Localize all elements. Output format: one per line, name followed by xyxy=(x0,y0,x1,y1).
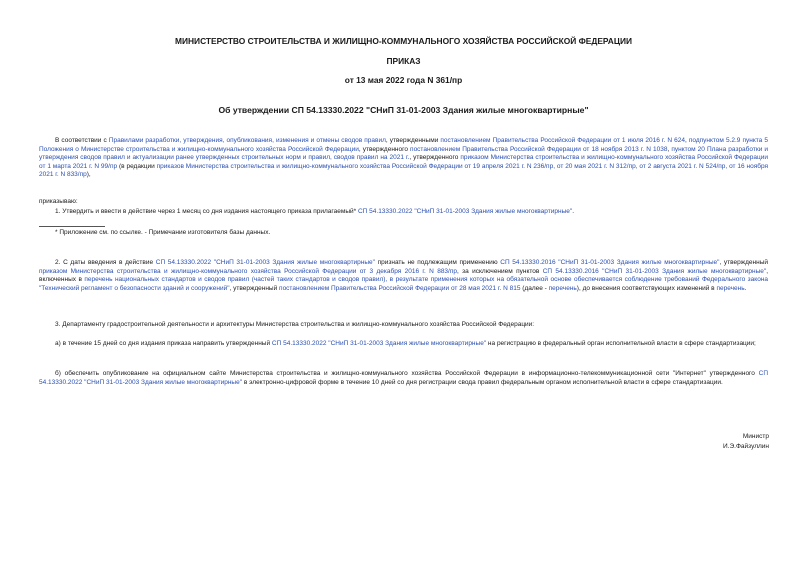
item-3a-text: на регистрацию в федеральный орган исполнительной власти в сфере стандартизации; xyxy=(486,340,756,347)
link-resolution-1038[interactable]: постановлением Правительства Российской Федерации от 18 ноября 2013 г. N 1038 xyxy=(410,145,668,153)
ministry-heading: МИНИСТЕРСТВО СТРОИТЕЛЬСТВА И ЖИЛИЩНО-КОММУНАЛЬНОГО ХОЗЯЙСТВА РОССИЙСКОЙ ФЕДЕРАЦИИ xyxy=(175,36,632,46)
preamble-text: , утвержденными xyxy=(385,137,441,144)
item-3a-text: а) в течение 15 дней со дня издания приказа направить утвержденный xyxy=(55,340,272,347)
preamble-text: , xyxy=(684,137,689,144)
item-3-paragraph: 3. Департаменту градостроительной деятельности и архитектуры Министерства строительства и жилищно-коммунального хозяйства Российской Федерации: xyxy=(55,321,535,328)
item-2-text: ), до внесения соответствующих изменений в xyxy=(576,284,717,292)
link-sp-2016-points[interactable]: СП 54.13330.2016 "СНиП 31-01-2003 Здания жилые многоквартирные" xyxy=(542,267,767,275)
link-order-99[interactable]: приказом Министерства строительства и жилищно-коммунального хозяйства Российской Федерации от 1 марта 2021 г. N 99/пр xyxy=(39,154,768,170)
link-regulation-5-2-9[interactable]: подпунктом 5.2.9 пункта 5 Положения о Министерстве строительства и жилищно-коммунального хозяйства Российской Федерации xyxy=(39,137,768,153)
preamble-paragraph xyxy=(39,137,768,180)
link-sp-2022[interactable]: СП 54.13330.2022 "СНиП 31-01-2003 Здания жилые многоквартирные" xyxy=(271,340,487,347)
link-point-20[interactable]: пунктом 20 xyxy=(671,145,705,153)
link-sp-2016[interactable]: СП 54.13330.2016 "СНиП 31-01-2003 Здания жилые многоквартирные" xyxy=(500,259,720,266)
item-2-text: , включенных в xyxy=(39,267,768,284)
preamble-text: , утвержденного xyxy=(409,154,461,162)
link-sp-2022[interactable]: СП 54.13330.2022 "СНиП 31-01-2003 Здания жилые многоквартирные" xyxy=(155,259,375,266)
footnote-separator xyxy=(39,226,105,227)
item-2-text: , утвержденный xyxy=(229,284,280,292)
item-1-text: 1. Утвердить и ввести в действие через 1 месяц со дня издания настоящего приказа прилагаемый* xyxy=(55,208,358,215)
item-2-paragraph xyxy=(39,259,768,293)
link-rules[interactable]: Правилами разработки, утверждения, опубликования, изменения и отмены сводов правил xyxy=(108,137,386,144)
item-3a-paragraph xyxy=(39,340,768,349)
link-order-883[interactable]: приказом Министерства строительства и жилищно-коммунального хозяйства Российской Федерации от 3 декабря 2016 г. N 883/пр xyxy=(39,267,457,275)
document-title: Об утверждении СП 54.13330.2022 "СНиП 31-01-2003 Здания жилые многоквартирные" xyxy=(218,105,589,115)
link-list-standards[interactable]: перечень национальных стандартов и сводов правил (частей таких стандартов и сводов правил), в результате применения которых на обязательной основе обеспечивается соблюдение требований Федерального закона "Технический регламент о безопасности зданий и сооружений" xyxy=(39,276,769,292)
signature-position: Министр xyxy=(742,433,769,440)
item-3b-paragraph xyxy=(39,370,768,387)
link-list[interactable]: перечень xyxy=(548,284,577,292)
link-sp-2022[interactable]: СП 54.13330.2022 "СНиП 31-01-2003 Здания жилые многоквартирные" xyxy=(357,208,573,215)
signature-name: И.Э.Файзуллин xyxy=(723,443,769,450)
item-1-text: . xyxy=(572,208,574,215)
preamble-text: , xyxy=(667,145,672,153)
item-2-text: , утвержденный xyxy=(719,259,768,266)
item-3b-text: б) обеспечить опубликование на официальном сайте Министерства строительства и жилищно-коммунального хозяйства Российской Федерации в информационно-телекоммуникационной сети "Интернет" утвержденного xyxy=(55,370,759,377)
link-resolution-624[interactable]: постановлением Правительства Российской Федерации от 1 июля 2016 г. N 624 xyxy=(440,137,685,144)
item-2-text: . xyxy=(744,284,747,292)
preamble-text: В соответствии с xyxy=(55,137,109,144)
preamble-text: (в редакции xyxy=(117,162,157,170)
item-2-text: , за исключением пунктов xyxy=(457,267,543,275)
doc-type-heading: ПРИКАЗ xyxy=(386,56,421,66)
link-plan-2021[interactable]: Плана разработки и утверждения сводов правил и актуализации ранее утвержденных строительных норм и правил, сводов правил на 2021 г. xyxy=(39,145,769,162)
link-resolution-815[interactable]: постановлением Правительства Российской Федерации от 28 мая 2021 г. N 815 xyxy=(279,284,521,292)
item-2-text: 2. С даты введения в действие xyxy=(55,259,156,266)
footnote: * Приложение см. по ссылке. - Примечание изготовителя базы данных. xyxy=(55,229,271,236)
link-sp-2022[interactable]: СП 54.13330.2022 "СНиП 31-01-2003 Здания жилые многоквартирные" xyxy=(39,370,768,386)
item-2-text: (далее - xyxy=(520,284,549,292)
item-1-paragraph xyxy=(39,208,768,217)
item-3b-text: в электронно-цифровой форме в течение 10 дней со дня регистрации свода правил федеральным органом исполнительной власти в сфере стандартизации. xyxy=(242,378,723,386)
date-number-heading: от 13 мая 2022 года N 361/пр xyxy=(344,75,463,85)
preamble-text: ), xyxy=(86,171,91,179)
preamble-text: , утвержденного xyxy=(358,145,411,153)
item-2-text: признать не подлежащим применению xyxy=(374,259,501,266)
order-word: приказываю: xyxy=(39,198,78,205)
link-list[interactable]: перечень xyxy=(716,284,745,292)
link-orders-edits[interactable]: приказов Министерства строительства и жилищно-коммунального хозяйства Российской Федерации от 19 апреля 2021 г. N 236/пр, от 20 мая 2021 г. N 312/пр, от 2 августа 2021 г. N 524/пр, от 16 ноября 2021 г. N 833/пр xyxy=(39,162,769,179)
